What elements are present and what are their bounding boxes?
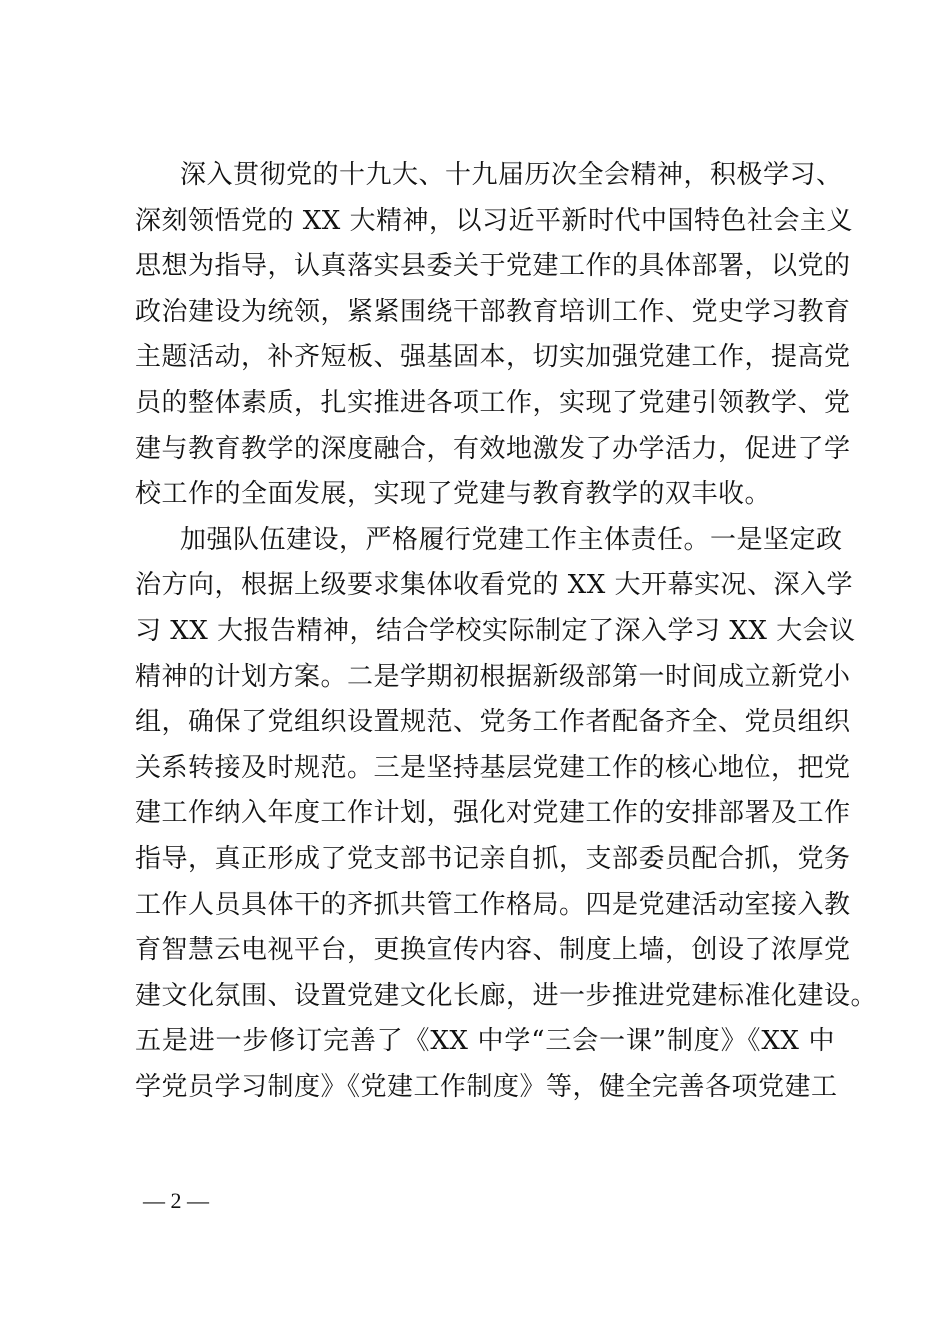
paragraph-2-line-12: 五是进一步修订完善了《XX 中学“三会一课”制度》《XX 中 (135, 1026, 835, 1057)
paragraph-2-line-11: 建文化氛围、设置党建文化长廊，进一步推进党建标准化建设。 (135, 980, 878, 1011)
paragraph-2-line-13: 学党员学习制度》《党建工作制度》等，健全完善各项党建工 (135, 1071, 838, 1102)
paragraph-1-line-5: 主题活动，补齐短板、强基固本，切实加强党建工作，提高党 (135, 342, 851, 373)
paragraph-2-line-9: 工作人员具体干的齐抓共管工作格局。四是党建活动室接入教 (135, 889, 851, 920)
paragraph-1-line-4: 政治建设为统领，紧紧围绕干部教育培训工作、党史学习教育 (135, 296, 851, 327)
paragraph-2-line-4: 精神的计划方案。二是学期初根据新级部第一时间成立新党小 (135, 661, 851, 692)
paragraph-2-line-10: 育智慧云电视平台，更换宣传内容、制度上墙，创设了浓厚党 (135, 935, 851, 966)
page-number: — 2 — (143, 1188, 209, 1213)
paragraph-1-line-2: 深刻领悟党的 XX 大精神，以习近平新时代中国特色社会主义 (135, 205, 854, 236)
paragraph-2-line-6: 关系转接及时规范。三是坚持基层党建工作的核心地位，把党 (135, 752, 851, 783)
paragraph-2-line-2: 治方向，根据上级要求集体收看党的 XX 大开幕实况、深入学 (135, 570, 854, 601)
paragraph-2-line-7: 建工作纳入年度工作计划，强化对党建工作的安排部署及工作 (135, 798, 851, 829)
paragraph-1-line-6: 员的整体素质，扎实推进各项工作，实现了党建引领教学、党 (135, 387, 851, 418)
paragraph-2-line-1: 加强队伍建设，严格履行党建工作主体责任。一是坚定政 (180, 524, 843, 555)
document-body (135, 153, 878, 1110)
paragraph-2-line-5: 组，确保了党组织设置规范、党务工作者配备齐全、党员组织 (135, 707, 851, 738)
paragraph-1-line-3: 思想为指导，认真落实县委关于党建工作的具体部署，以党的 (135, 251, 851, 282)
paragraph-2-line-3: 习 XX 大报告精神，结合学校实际制定了深入学习 XX 大会议 (135, 615, 856, 646)
paragraph-1-line-1: 深入贯彻党的十九大、十九届历次全会精神，积极学习、 (180, 160, 843, 190)
paragraph-2-line-8: 指导，真正形成了党支部书记亲自抓，支部委员配合抓，党务 (135, 843, 851, 874)
paragraph-1-line-8: 校工作的全面发展，实现了党建与教育教学的双丰收。 (135, 479, 772, 510)
paragraph-1-line-7: 建与教育教学的深度融合，有效地激发了办学活力，促进了学 (135, 433, 851, 464)
